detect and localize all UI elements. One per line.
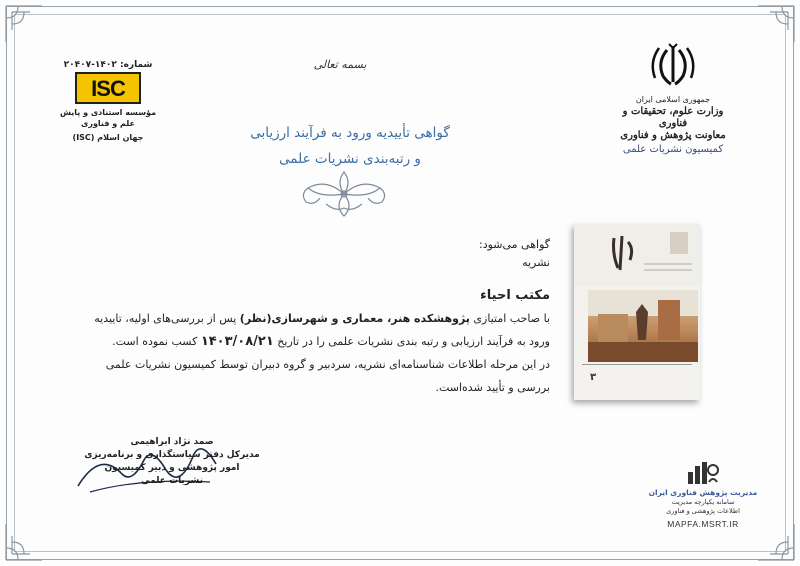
certificate-number: شماره: ۱۴۰۲-۲۰۴۰۷ — [63, 60, 153, 70]
mapfa-line2: سامانه یکپارچه مدیریت — [671, 498, 735, 506]
approval-date: ۱۴۰۳/۰۸/۲۱ — [200, 334, 274, 349]
journal-cover-image — [574, 224, 700, 400]
certify-text: گواهی می‌شود: — [478, 238, 550, 251]
corner-ornament-icon — [756, 4, 796, 44]
invocation: بسمه تعالی — [313, 58, 367, 71]
corner-ornament-icon — [4, 4, 44, 44]
iran-emblem-icon — [645, 42, 701, 90]
ministry-deputy: معاونت پژوهش و فناوری — [620, 130, 726, 141]
corner-ornament-icon — [4, 522, 44, 562]
mapfa-line3: اطلاعات پژوهشی و فناوری — [666, 507, 740, 515]
mapfa-url[interactable]: MAPFA.MSRT.IR — [667, 519, 739, 529]
certificate-body — [56, 236, 550, 398]
signatory-block — [82, 436, 262, 488]
mapfa-footer — [648, 460, 758, 529]
isc-name-line2: جهان اسلام (ISC) — [72, 133, 144, 142]
certificate-title — [190, 120, 510, 172]
journal-label: نشریه — [522, 256, 550, 269]
ministry-name: وزارت علوم، تحقیقات و فناوری — [622, 106, 724, 129]
ministry-commission: کمیسیون نشریات علمی — [622, 144, 724, 155]
ministry-header — [608, 42, 738, 156]
signatory-name: صمد نژاد ابراهیمی — [130, 437, 214, 447]
title-line2: و رتبه‌بندی نشریات علمی — [279, 151, 421, 167]
signatory-title-line3: نشریات علمی — [140, 476, 204, 486]
arabesque-ornament-icon — [296, 168, 392, 220]
journal-name: مکتب احیاء — [480, 288, 550, 303]
body-paragraph-3: در این مرحله اطلاعات شناسنامه‌ای نشریه، سردبیر و گروه دبیران توسط کمیسیون نشریات علمی — [105, 358, 550, 371]
isc-header — [58, 60, 158, 143]
body-paragraph-1: با صاحب امتیازی پژوهشکده هنر، معماری و شهرسازی(نظر) پس از بررسی‌های اولیه، تاییدیه — [94, 312, 550, 325]
journal-owner: پژوهشکده هنر، معماری و شهرسازی(نظر) — [239, 312, 470, 325]
mapfa-logo-icon — [686, 460, 720, 486]
ministry-country: جمهوری اسلامی ایران — [635, 95, 711, 104]
cover-issue-number: ۳ — [590, 372, 597, 383]
signatory-title-line2: امور پژوهشی و دبیر کمیسیون — [104, 463, 240, 473]
mapfa-line1: مدیریت پژوهش فناوری ایران — [648, 488, 758, 497]
body-paragraph-2: ورود به فرآیند ارزیابی و رتبه بندی نشریات علمی را در تاریخ ۱۴۰۳/۰۸/۲۱ کسب نموده است. — [112, 334, 550, 349]
body-paragraph-4: بررسی و تأیید شده‌است. — [435, 381, 550, 394]
corner-ornament-icon — [756, 522, 796, 562]
signatory-title-line1: مدیرکل دفتر سیاستگذاری و برنامه‌ریزی — [84, 450, 260, 460]
isc-logo: ISC — [75, 72, 141, 104]
title-line1: گواهی تأییدیه ورود به فرآیند ارزیابی — [250, 125, 450, 141]
isc-name-line1: مؤسسه استنادی و پایش علم و فناوری — [59, 108, 157, 128]
